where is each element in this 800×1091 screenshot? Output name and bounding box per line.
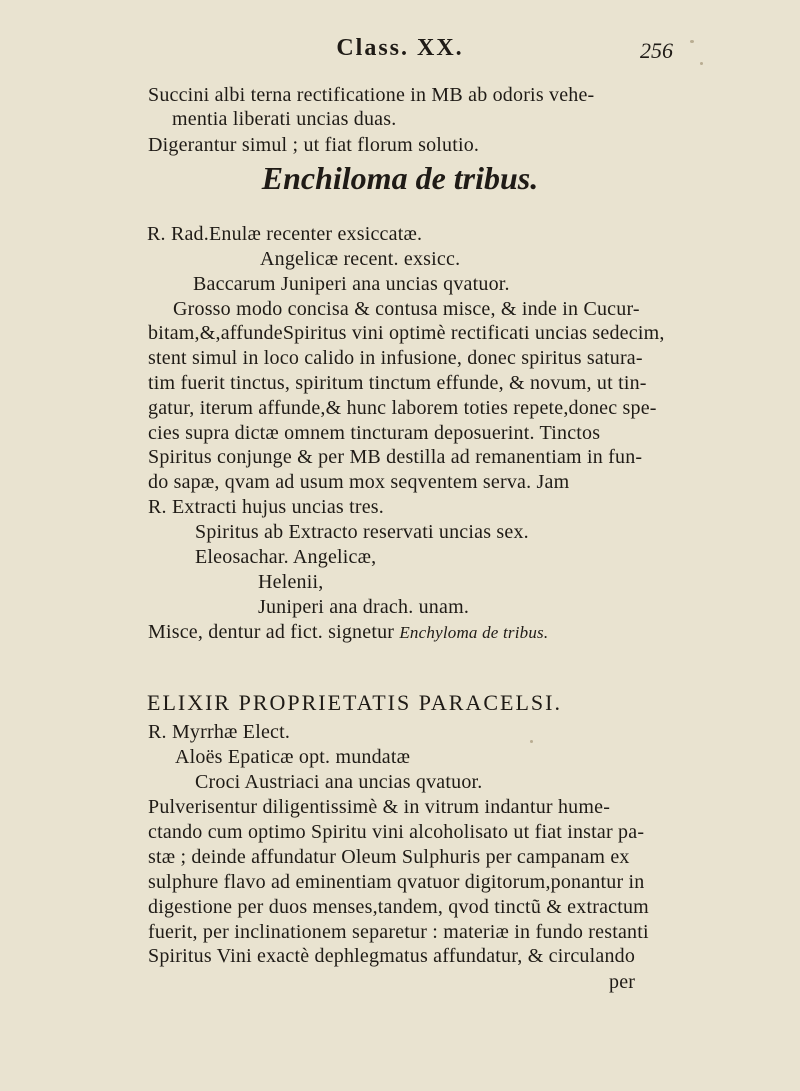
ingredient-line: Eleosachar. Angelicæ, bbox=[195, 546, 377, 568]
ingredient-line: Spiritus ab Extracto reservati uncias sex. bbox=[195, 521, 529, 543]
ingredient-line: Baccarum Juniperi ana uncias qvatuor. bbox=[193, 273, 510, 295]
text-line: Grosso modo concisa & contusa misce, & inde in Cucur- bbox=[173, 298, 640, 320]
closing-text: Misce, dentur ad fict. signetur bbox=[148, 621, 400, 643]
text-line: bitam,&,affundeSpiritus vini optimè rectificati uncias sedecim, bbox=[148, 322, 665, 344]
text-line: ctando cum optimo Spiritu vini alcoholisato ut fiat instar pa- bbox=[148, 821, 645, 843]
text-line: digestione per duos menses,tandem, qvod tinctũ & extractum bbox=[148, 896, 649, 918]
closing-line bbox=[148, 620, 548, 645]
text-line: stent simul in loco calido in infusione, donec spiritus satura- bbox=[148, 347, 643, 369]
ingredient-line: R. Extracti hujus uncias tres. bbox=[148, 496, 384, 518]
text-line: gatur, iterum affunde,& hunc laborem toties repete,donec spe- bbox=[148, 397, 657, 419]
chapter-heading: Class. XX. bbox=[336, 35, 464, 61]
text-line: cies supra dictæ omnem tincturam deposuerint. Tinctos bbox=[148, 422, 601, 444]
ingredient-line: R. Myrrhæ Elect. bbox=[148, 721, 291, 743]
page-number: 256 bbox=[640, 38, 673, 63]
text-line: mentia liberati uncias duas. bbox=[172, 108, 397, 130]
text-line: Spiritus conjunge & per MB destilla ad remanentiam in fun- bbox=[148, 446, 643, 468]
text-line: Spiritus Vini exactè dephlegmatus affundatur, & circulando bbox=[148, 945, 636, 967]
text-line: sulphure flavo ad eminentiam qvatuor digitorum,ponantur in bbox=[148, 871, 645, 893]
catchword: per bbox=[609, 971, 636, 993]
ingredient-line: Helenii, bbox=[258, 571, 324, 593]
text-line: Succini albi terna rectificatione in MB ab odoris vehe- bbox=[148, 84, 595, 106]
section-heading-elixir: ELIXIR PROPRIETATIS PARACELSI. bbox=[147, 690, 562, 715]
ingredient-line: Angelicæ recent. exsicc. bbox=[260, 248, 461, 270]
closing-italic-text: Enchyloma de tribus. bbox=[399, 623, 549, 642]
text-line: Digerantur simul ; ut fiat florum solutio. bbox=[148, 134, 480, 156]
text-line: Pulverisentur diligentissimè & in vitrum indantur hume- bbox=[148, 796, 611, 818]
paper-speck bbox=[530, 740, 533, 743]
ingredient-line: Juniperi ana drach. unam. bbox=[258, 596, 470, 618]
ingredient-line: Aloës Epaticæ opt. mundatæ bbox=[175, 746, 411, 768]
paper-speck bbox=[700, 62, 703, 65]
ingredient-line: R. Rad.Enulæ recenter exsiccatæ. bbox=[147, 223, 423, 245]
text-line: fuerit, per inclinationem separetur : materiæ in fundo restanti bbox=[148, 921, 649, 943]
text-line: do sapæ, qvam ad usum mox seqventem serva. Jam bbox=[148, 471, 570, 493]
section-heading-enchiloma: Enchiloma de tribus. bbox=[261, 160, 539, 196]
paper-speck bbox=[690, 40, 694, 43]
text-line: stæ ; deinde affundatur Oleum Sulphuris per campanam ex bbox=[148, 846, 630, 868]
text-line: tim fuerit tinctus, spiritum tinctum effunde, & novum, ut tin- bbox=[148, 372, 647, 394]
ingredient-line: Croci Austriaci ana uncias qvatuor. bbox=[195, 771, 483, 793]
